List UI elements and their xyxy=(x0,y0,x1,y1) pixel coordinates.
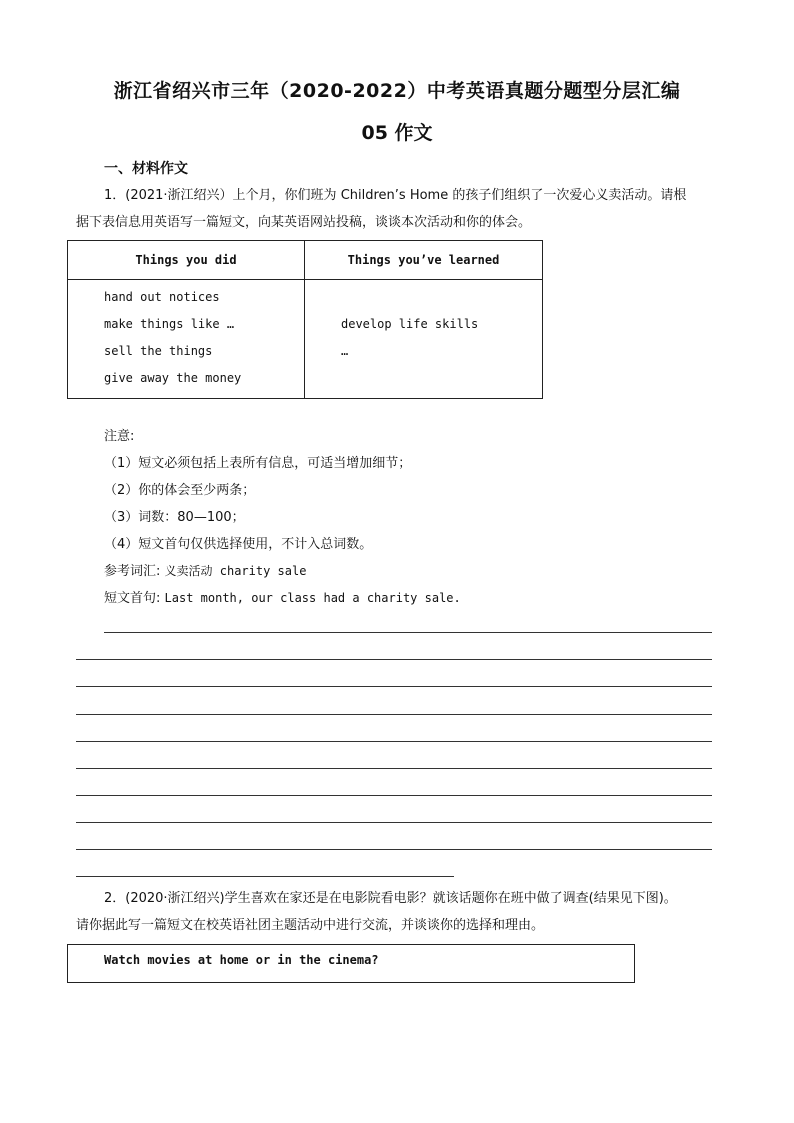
list-item: sell the things xyxy=(104,344,213,358)
note-item: （3）词数：80—100； xyxy=(104,510,245,525)
writing-line[interactable] xyxy=(76,686,712,687)
writing-line[interactable] xyxy=(76,659,712,660)
list-item: develop life skills xyxy=(341,317,479,331)
opening-label: 短文首句: xyxy=(104,591,161,606)
q2-survey-box xyxy=(67,944,635,983)
q2-prompt-line1: 2．(2020·浙江绍兴)学生喜欢在家还是在电影院看电影？就该话题你在班中做了调查(结果见下图)。 xyxy=(104,891,677,906)
opening-text: Last month, our class had a charity sale. xyxy=(164,591,461,605)
list-item: hand out notices xyxy=(104,290,220,304)
writing-line[interactable] xyxy=(76,849,712,850)
writing-line[interactable] xyxy=(76,768,712,769)
notes-label: 注意: xyxy=(104,429,135,444)
list-item: give away the money xyxy=(104,371,242,385)
q1-prompt-line1: 1．(2021·浙江绍兴）上个月，你们班为 Children’s Home 的孩子们组织了一次爱心义卖活动。请根 xyxy=(104,188,687,203)
note-item: （2）你的体会至少两条； xyxy=(104,483,256,498)
writing-line[interactable] xyxy=(76,714,712,715)
table-header-left: Things you did xyxy=(68,241,305,280)
q2-prompt-line2: 请你据此写一篇短文在校英语社团主题活动中进行交流，并谈谈你的选择和理由。 xyxy=(76,918,545,933)
table-cell-left xyxy=(68,280,305,399)
note-item: （1）短文必须包括上表所有信息，可适当增加细节； xyxy=(104,456,412,471)
writing-line[interactable] xyxy=(76,876,454,877)
vocab-text: 义卖活动 charity sale xyxy=(164,564,307,578)
document-subtitle: 05 作文 xyxy=(361,122,433,144)
opening-line xyxy=(104,585,461,612)
vocab-line xyxy=(104,558,306,585)
vocab-label: 参考词汇: xyxy=(104,564,161,579)
writing-line[interactable] xyxy=(104,632,712,633)
table-header-right: Things you’ve learned xyxy=(305,241,543,280)
list-item: make things like … xyxy=(104,317,235,331)
section-heading: 一、材料作文 xyxy=(104,161,188,177)
document-title: 浙江省绍兴市三年（2020-2022）中考英语真题分题型分层汇编 xyxy=(113,80,681,102)
survey-question: Watch movies at home or in the cinema? xyxy=(104,953,379,967)
writing-line[interactable] xyxy=(76,741,712,742)
note-item: （4）短文首句仅供选择使用，不计入总词数。 xyxy=(104,537,373,552)
q1-prompt-line2: 据下表信息用英语写一篇短文，向某英语网站投稿，谈谈本次活动和你的体会。 xyxy=(76,215,532,230)
table-cell-right xyxy=(305,280,543,399)
writing-line[interactable] xyxy=(76,822,712,823)
writing-line[interactable] xyxy=(76,795,712,796)
q1-info-table xyxy=(67,240,543,399)
list-item: … xyxy=(341,344,349,358)
